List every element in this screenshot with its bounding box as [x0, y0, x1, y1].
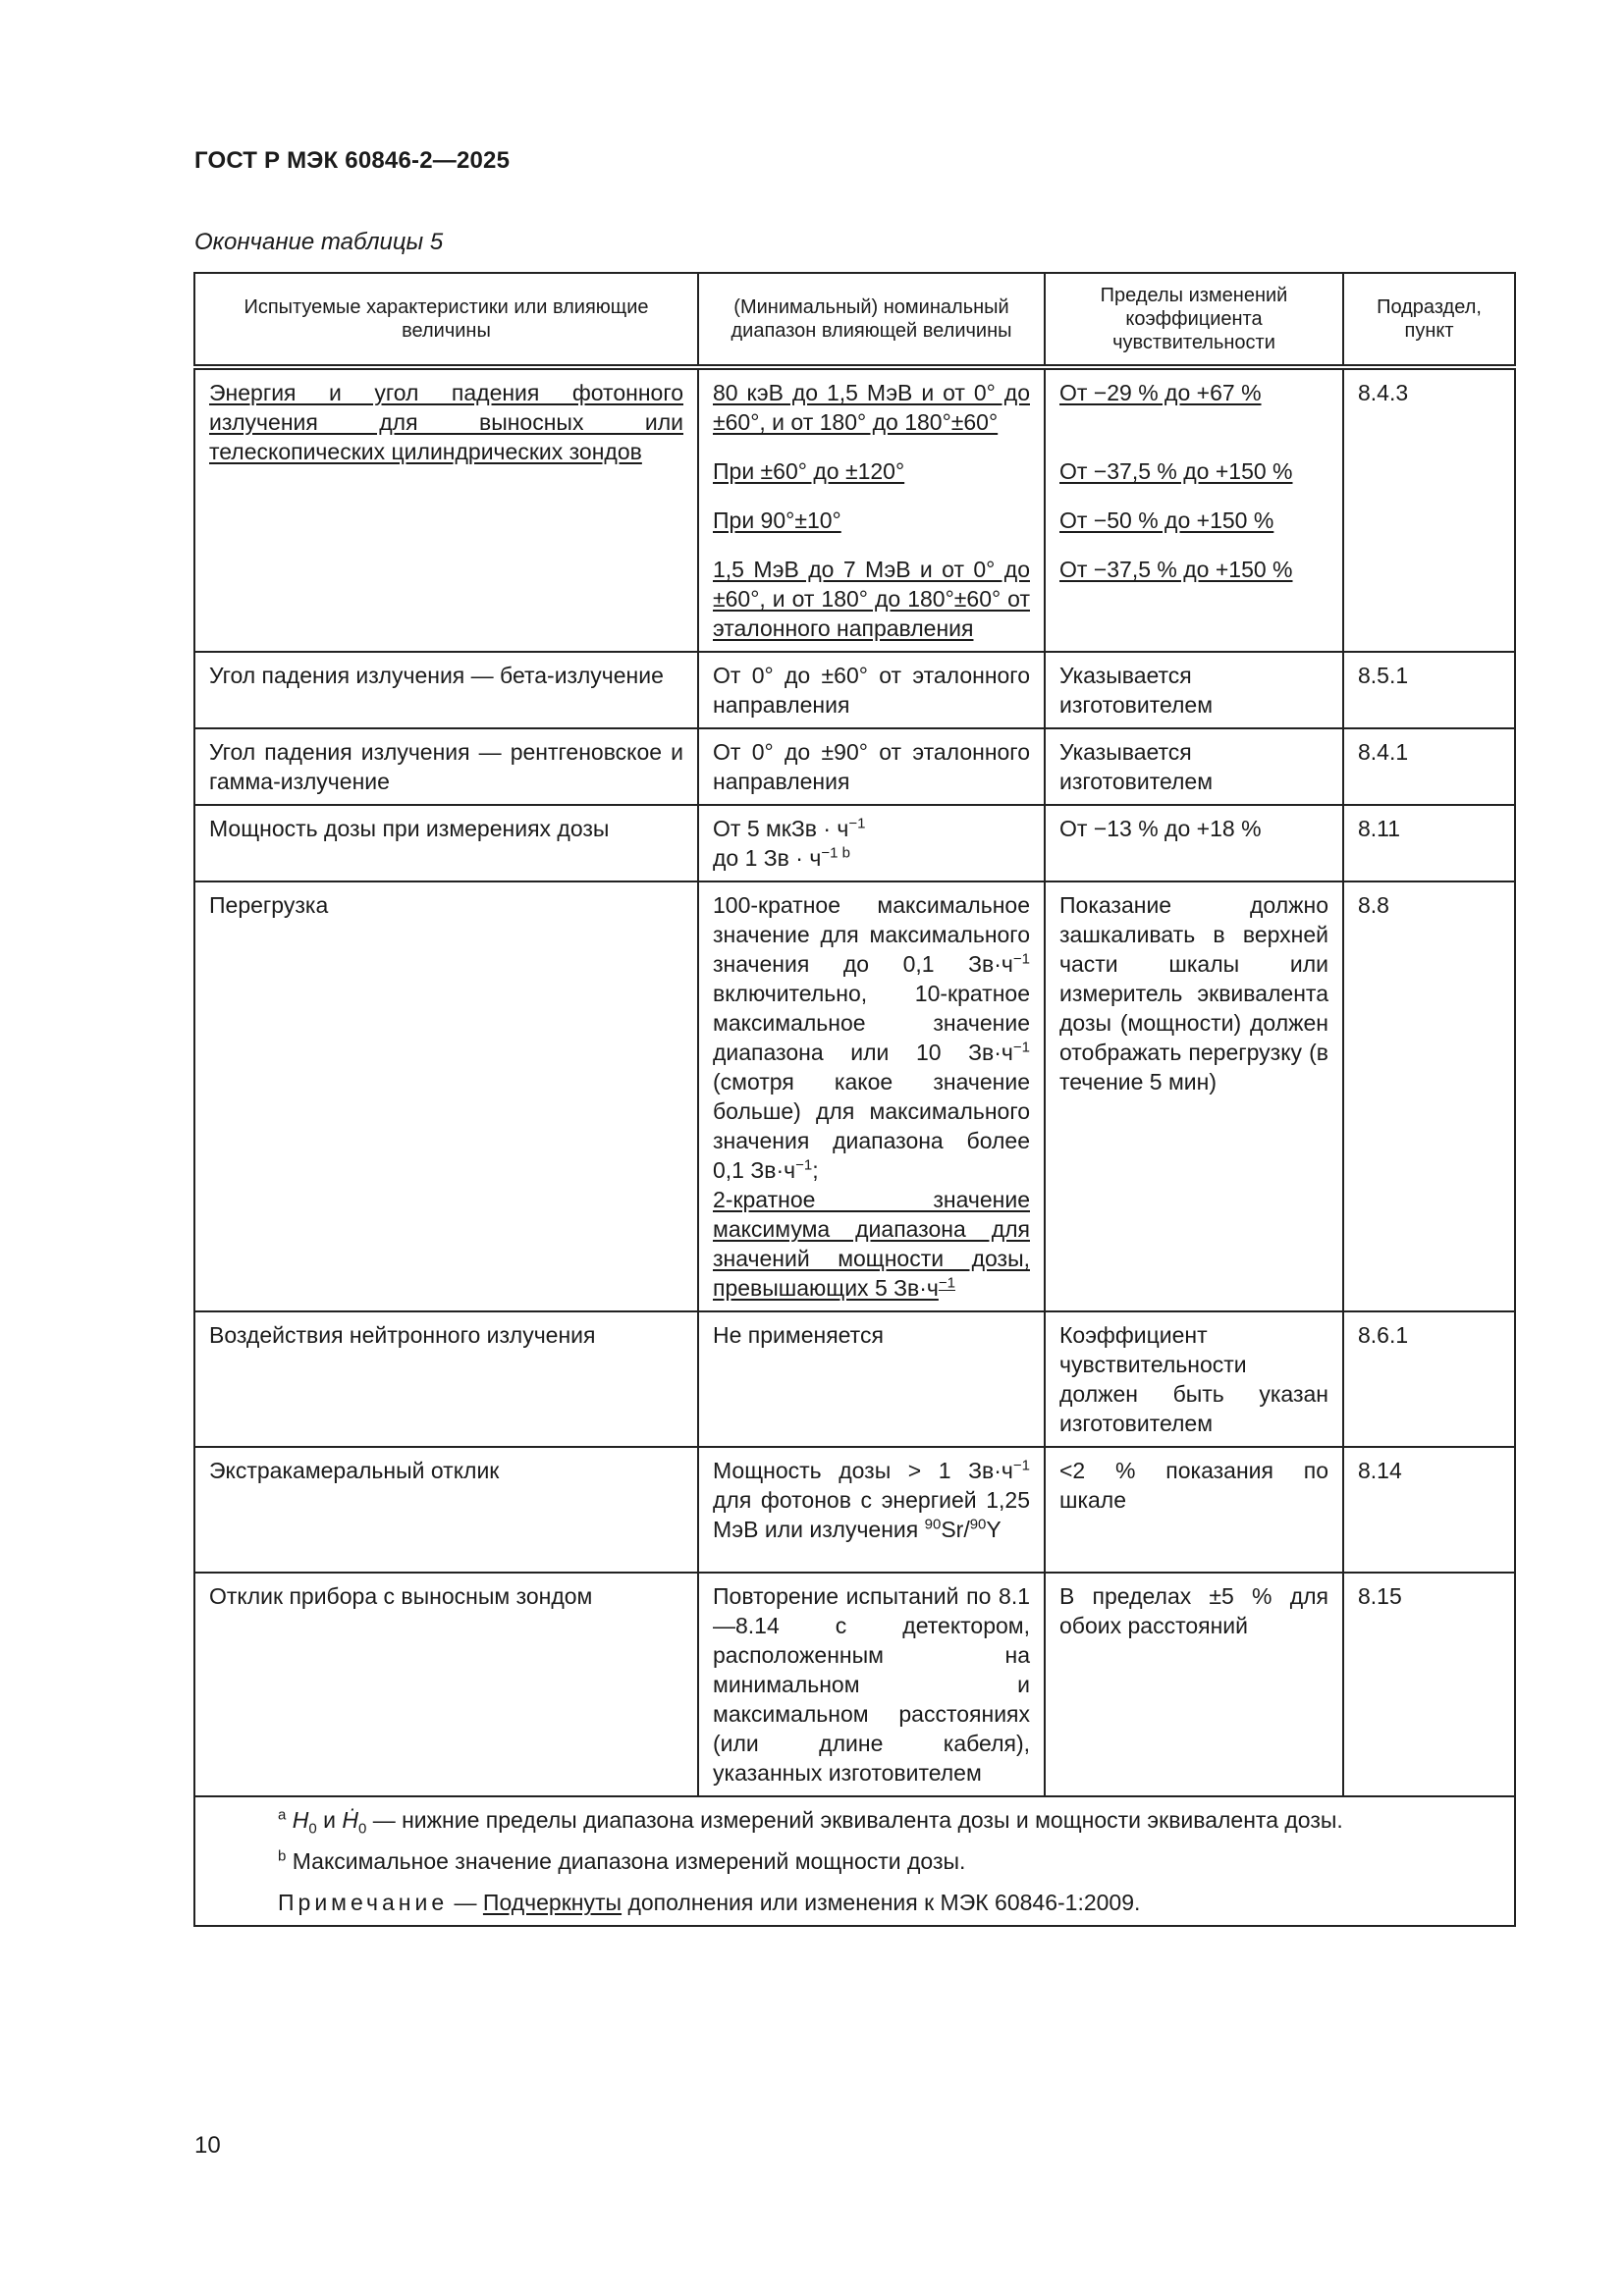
- superscript: −1: [1012, 950, 1030, 968]
- subscript: 0: [357, 1820, 367, 1838]
- table-cell: Указывается изготовителем: [1045, 652, 1343, 728]
- cell-text: Энергия и угол падения фотонного излучения для выносных или телескопических цилиндрических зондов: [209, 380, 683, 464]
- table-cell: Отклик прибора с выносным зондом: [194, 1573, 698, 1796]
- cell-text: При 90°±10°: [713, 507, 841, 533]
- table-cell: От 0° до ±90° от эталонного направления: [698, 728, 1045, 805]
- page-number: 10: [194, 2132, 221, 2159]
- table-row: [194, 1573, 1515, 1796]
- table-row: [194, 728, 1515, 805]
- table-5: [193, 272, 1516, 1927]
- table-cell: Коэффициент чувствительности должен быть указан изготовителем: [1045, 1311, 1343, 1447]
- document-header: ГОСТ Р МЭК 60846-2—2025: [194, 147, 511, 174]
- cell-text: 80 кэВ до 1,5 МэВ и от 0° до ±60°, и от 180° до 180°±60°: [713, 380, 1030, 435]
- table-row: [194, 1447, 1515, 1573]
- table-cell: Угол падения излучения — рентгеновское и гамма-излучение: [194, 728, 698, 805]
- column-header-clause: Подраздел, пункт: [1343, 273, 1515, 367]
- table-cell: <2 % показания по шкале: [1045, 1447, 1343, 1573]
- table-cell: 8.14: [1343, 1447, 1515, 1573]
- column-header-range: (Минимальный) номинальный диапазон влияющей величины: [698, 273, 1045, 367]
- table-row: [194, 367, 1515, 652]
- table-cell: Указывается изготовителем: [1045, 728, 1343, 805]
- note-dash: —: [448, 1890, 483, 1915]
- table-cell: Экстракамеральный отклик: [194, 1447, 698, 1573]
- cell-text: От −37,5 % до +150 %: [1059, 458, 1293, 484]
- superscript: −1: [795, 1156, 813, 1174]
- subscript: 0: [308, 1820, 317, 1838]
- table-row: [194, 652, 1515, 728]
- cell-text: От −29 % до +67 %: [1059, 380, 1262, 405]
- table-cell: 8.8: [1343, 881, 1515, 1311]
- table-cell: Не применяется: [698, 1311, 1045, 1447]
- table-cell: 8.6.1: [1343, 1311, 1515, 1447]
- footnotes-row: [194, 1796, 1515, 1926]
- cell-text: Мощность дозы > 1 Зв·ч: [713, 1458, 1013, 1483]
- cell-text: Sr/: [941, 1517, 970, 1542]
- footnote-b: [278, 1846, 1500, 1876]
- note-text: дополнения или изменения к МЭК 60846-1:2009.: [622, 1890, 1141, 1915]
- cell-text: 100-кратное максимальное значение для максимального значения до 0,1 Зв·ч: [713, 892, 1030, 977]
- note-underlined-word: Подчеркнуты: [482, 1890, 623, 1915]
- superscript: −1: [1012, 1457, 1030, 1474]
- cell-text: От −37,5 % до +150 %: [1059, 557, 1293, 582]
- table-cell: 8.15: [1343, 1573, 1515, 1796]
- table-cell: [194, 367, 698, 652]
- cell-text: 1,5 МэВ до 7 МэВ и от 0° до ±60°, и от 180° до 180°±60° от эталонного направления: [713, 557, 1030, 641]
- table-cell: [698, 367, 1045, 652]
- footnote-marker: b: [278, 1847, 287, 1865]
- table-cell: 8.5.1: [1343, 652, 1515, 728]
- cell-text: для фотонов с энергией 1,25 МэВ или излучения: [713, 1487, 1030, 1542]
- footnote-text: Максимальное значение диапазона измерений мощности дозы.: [286, 1848, 966, 1874]
- superscript: −1: [1012, 1039, 1030, 1056]
- footnote-text: и: [316, 1807, 343, 1833]
- table-row: [194, 1311, 1515, 1447]
- table-cell: [1045, 367, 1343, 652]
- superscript: −1: [938, 1274, 955, 1292]
- table-cell: 8.11: [1343, 805, 1515, 881]
- table-cell: От 0° до ±60° от эталонного направления: [698, 652, 1045, 728]
- table-cell: Повторение испытаний по 8.1—8.14 с детектором, расположенным на минимальном и максимальном расстояниях (или длине кабеля), указанных изготовителем: [698, 1573, 1045, 1796]
- cell-text: до 1 Зв · ч: [713, 845, 822, 871]
- symbol: H: [292, 1807, 309, 1833]
- superscript: −1 b: [821, 844, 850, 862]
- table-cell: [698, 1447, 1045, 1573]
- cell-text: 2-кратное значение максимума диапазона для значений мощности дозы, превышающих 5 Зв·ч: [713, 1187, 1030, 1301]
- cell-text: включительно, 10-кратное максимальное значение диапазона или 10 Зв·ч: [713, 981, 1030, 1065]
- footnote-text: — нижние пределы диапазона измерений эквивалента дозы и мощности эквивалента дозы.: [366, 1807, 1343, 1833]
- table-row: [194, 805, 1515, 881]
- superscript: 90: [969, 1516, 987, 1533]
- table-cell: Воздействия нейтронного излучения: [194, 1311, 698, 1447]
- superscript: −1: [848, 815, 866, 832]
- column-header-limits: Пределы изменений коэффициента чувствительности: [1045, 273, 1343, 367]
- column-header-characteristics: Испытуемые характеристики или влияющие величины: [194, 273, 698, 367]
- symbol: Ḣ: [342, 1807, 358, 1833]
- table-cell: Показание должно зашкаливать в верхней части шкалы или измеритель эквивалента дозы (мощности) должен отображать перегрузку (в течение 5 мин): [1045, 881, 1343, 1311]
- table-cell: [698, 805, 1045, 881]
- cell-text-block: [713, 1185, 1030, 1303]
- cell-text: При ±60° до ±120°: [713, 458, 905, 484]
- footnote-marker: a: [278, 1806, 287, 1824]
- footnote-a: [278, 1805, 1500, 1838]
- cell-text: Y: [986, 1517, 1001, 1542]
- note-label: Примечание: [278, 1890, 449, 1915]
- footnotes-cell: [194, 1796, 1515, 1926]
- cell-text: ;: [812, 1157, 819, 1183]
- table-cell: Мощность дозы при измерениях дозы: [194, 805, 698, 881]
- cell-text: От 5 мкЗв · ч: [713, 816, 849, 841]
- table-caption: Окончание таблицы 5: [194, 229, 444, 255]
- table-cell: 8.4.3: [1343, 367, 1515, 652]
- cell-text: (смотря какое значение больше) для максимального значения диапазона более 0,1 Зв·ч: [713, 1069, 1030, 1183]
- table-cell: Перегрузка: [194, 881, 698, 1311]
- table-cell: Угол падения излучения — бета-излучение: [194, 652, 698, 728]
- cell-text: От −50 % до +150 %: [1059, 507, 1274, 533]
- superscript: 90: [924, 1516, 942, 1533]
- table-cell: От −13 % до +18 %: [1045, 805, 1343, 881]
- table-cell: В пределах ±5 % для обоих расстояний: [1045, 1573, 1343, 1796]
- table-note: [278, 1888, 1500, 1917]
- table-cell: [698, 881, 1045, 1311]
- table-cell: 8.4.1: [1343, 728, 1515, 805]
- table-header-row: [194, 273, 1515, 367]
- table-row: [194, 881, 1515, 1311]
